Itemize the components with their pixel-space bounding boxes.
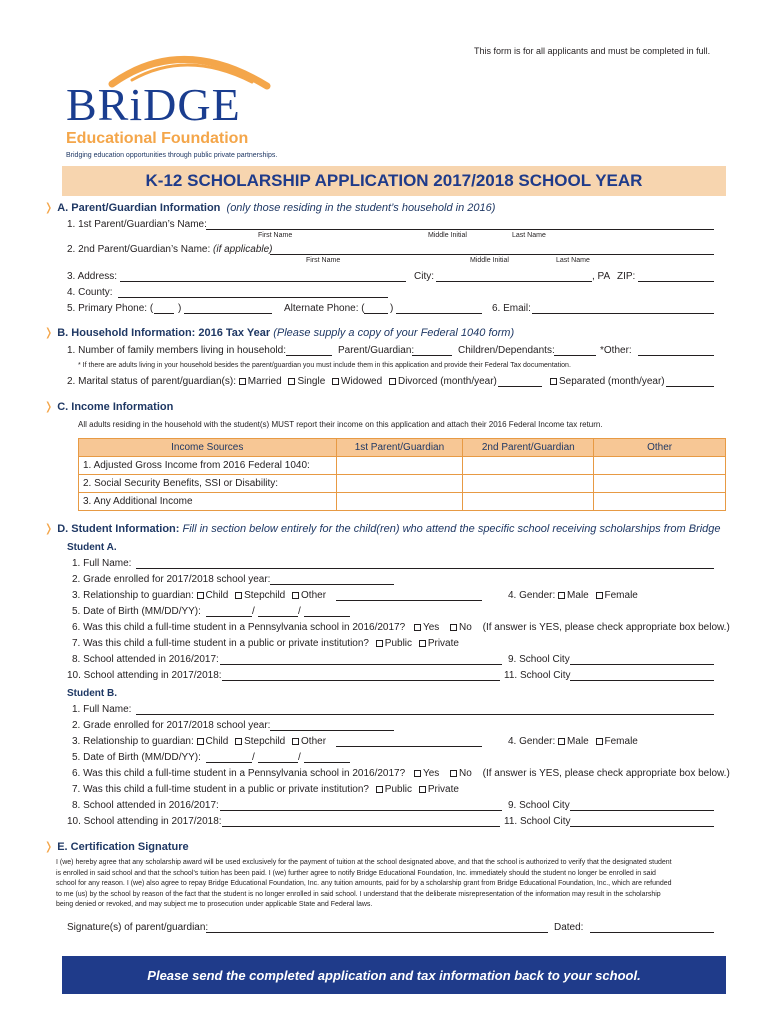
student-a-school-2017-field[interactable] [222,680,500,681]
student-a-dob-month-field[interactable] [206,616,252,617]
chevron-right-icon: ❭ [44,327,54,339]
address-label: 3. Address: [67,271,118,282]
student-b-school-2017-field[interactable] [222,826,500,827]
income-row-label: 2. Social Security Benefits, SSI or Disability: [79,475,337,493]
student-b-city-9-label: 9. School City [508,800,570,811]
student-b-other-relationship-field[interactable] [336,746,482,747]
income-cell[interactable] [594,475,726,493]
widowed-checkbox[interactable] [332,378,339,385]
single-checkbox[interactable] [288,378,295,385]
student-b-gender-row: 4. Gender: Male Female [508,736,638,747]
children-field[interactable] [554,355,596,356]
certification-text: I (we) hereby agree that any scholarship award will be used exclusively for the payment of tuition at the school designated above, and that the school is authorized to verify that the designated student is enrolled in said school and that the school’s tuition has been paid. I (we) further agree to notify Bridge Educational Foundation, Inc. immediately should the student no longer be enrolled in said school for any reason. I (we) also agree to repay Bridge Educational Foundation, Inc. any tuition amounts, paid for by a scholarship grant from Bridge Educational Foundation, Inc., which are refunded to me (us) by the school by reason of the fact that the student is no longer enrolled in said school. I understand that the deliberate misrepresentation of the information may result in the scholarship being denied or revoked, and may subject me to prosecution under applicable State and Federal laws. [56,859,672,908]
separated-checkbox[interactable] [550,378,557,385]
household-footnote: * If there are adults living in your household besides the parent/guardian you must include them in this application and provide their Federal Tax documentation. [78,362,571,369]
student-b-dob-month-field[interactable] [206,762,252,763]
footer-banner-text: Please send the completed application and tax information back to your school. [147,967,641,983]
income-table-header [79,439,726,457]
student-b-city-11-label: 11. School City [504,816,571,827]
county-field[interactable] [118,297,388,298]
student-a-institution-row: 7. Was this child a full-time student in a public or private institution? Public Private [72,638,459,649]
student-a-dob-label: 5. Date of Birth (MM/DD/YY): [72,606,201,617]
income-col-header: Income Sources [79,439,337,457]
male-checkbox[interactable] [558,738,565,745]
chevron-right-icon: ❭ [44,523,54,535]
dated-field[interactable] [590,932,714,933]
signature-label: Signature(s) of parent/guardian: [67,922,209,933]
chevron-right-icon: ❭ [44,202,54,214]
divorced-checkbox[interactable] [389,378,396,385]
zip-field[interactable] [638,281,714,282]
email-field[interactable] [532,313,714,314]
parent1-label: 1. 1st Parent/Guardian’s Name: [67,219,207,230]
income-cell[interactable] [463,475,594,493]
student-b-full-name-label: 1. Full Name: [72,704,132,715]
student-a-city-11-label: 11. School City [504,670,571,681]
members-field[interactable] [286,355,332,356]
logo-tagline: Bridging education opportunities through public private partnerships. [66,152,278,159]
middle-initial-caption-2: Middle Initial [470,257,509,264]
income-cell[interactable] [336,493,463,511]
section-a-heading: ❭ A. Parent/Guardian Information (only those residing in the student’s household in 2016) [44,202,496,214]
chevron-right-icon: ❭ [44,841,54,853]
married-checkbox[interactable] [239,378,246,385]
city-field[interactable] [436,281,592,282]
student-b-school-2017-label: 10. School attending in 2017/2018: [67,816,222,827]
female-checkbox[interactable] [596,738,603,745]
other-checkbox[interactable] [292,592,299,599]
yes-checkbox[interactable] [414,624,421,631]
logo-subtitle: Educational Foundation [66,130,249,147]
other-count-label: *Other: [600,345,632,356]
income-cell[interactable] [594,457,726,475]
student-b-relationship-row: 3. Relationship to guardian: Child Stepchild Other [72,736,327,747]
female-checkbox[interactable] [596,592,603,599]
primary-phone-label: 5. Primary Phone: ( [67,303,154,314]
address-field[interactable] [120,281,406,282]
student-a-full-name-field[interactable] [136,568,714,569]
student-b-grade-label: 2. Grade enrolled for 2017/2018 school year: [72,720,271,731]
other-count-field[interactable] [638,355,714,356]
dated-label: Dated: [554,922,584,933]
student-b-city-9-field[interactable] [570,810,714,811]
first-name-caption-2: First Name [306,257,341,264]
public-checkbox[interactable] [376,786,383,793]
pa-label: , PA [592,271,611,282]
separated-date-field[interactable] [666,386,714,387]
dob-slash: / [252,752,255,763]
child-checkbox[interactable] [197,592,204,599]
student-b-school-2016-label: 8. School attended in 2016/2017: [72,800,219,811]
last-name-caption-2: Last Name [556,257,590,264]
student-b-city-11-field[interactable] [570,826,714,827]
student-b-dob-label: 5. Date of Birth (MM/DD/YY): [72,752,201,763]
income-row-label: 3. Any Additional Income [79,493,337,511]
yes-checkbox[interactable] [414,770,421,777]
student-a-other-relationship-field[interactable] [336,600,482,601]
student-a-gender-row: 4. Gender: Male Female [508,590,638,601]
student-b-dob-year-field[interactable] [304,762,350,763]
student-a-grade-label: 2. Grade enrolled for 2017/2018 school year: [72,574,271,585]
alt-phone-field[interactable] [396,313,482,314]
table-row [79,457,726,475]
student-a-grade-field[interactable] [270,584,394,585]
parent1-name-field[interactable] [206,229,714,230]
income-cell[interactable] [336,475,463,493]
student-a-school-2016-field[interactable] [220,664,502,665]
student-a-dob-year-field[interactable] [304,616,350,617]
last-name-caption: Last Name [512,232,546,239]
alt-phone-label: Alternate Phone: ( [284,303,365,314]
male-checkbox[interactable] [558,592,565,599]
marital-status-row: 2. Marital status of parent/guardian(s): Married Single Widowed Divorced (month/year) [67,376,497,387]
student-b-fulltime-pa-row: 6. Was this child a full-time student in a Pennsylvania school in 2016/2017? Yes No (If answer is YES, please check appropriate box below.) [72,768,730,779]
stepchild-checkbox[interactable] [235,738,242,745]
form-notice: This form is for all applicants and must be completed in full. [474,46,711,56]
student-a-city-9-field[interactable] [570,664,714,665]
student-b-institution-row: 7. Was this child a full-time student in a public or private institution? Public Private [72,784,459,795]
income-table [78,438,726,511]
first-name-caption: First Name [258,232,293,239]
parent-guardian-count-label: Parent/Guardian: [338,345,415,356]
parent-guardian-count-field[interactable] [412,355,452,356]
income-cell[interactable] [463,457,594,475]
student-a-school-2017-label: 10. School attending in 2017/2018: [67,670,222,681]
other-checkbox[interactable] [292,738,299,745]
public-checkbox[interactable] [376,640,383,647]
student-a-dob-day-field[interactable] [258,616,298,617]
student-a-fulltime-pa-row: 6. Was this child a full-time student in a Pennsylvania school in 2016/2017? Yes No (If answer is YES, please check appropriate box below.) [72,622,730,633]
private-checkbox[interactable] [419,786,426,793]
income-cell[interactable] [463,493,594,511]
alt-phone-close: ) [390,303,394,314]
private-checkbox[interactable] [419,640,426,647]
student-a-city-9-label: 9. School City [508,654,570,665]
child-checkbox[interactable] [197,738,204,745]
student-b-school-2016-field[interactable] [220,810,502,811]
student-a-full-name-label: 1. Full Name: [72,558,132,569]
footer-banner [62,956,726,994]
student-a-school-2016-label: 8. School attended in 2016/2017: [72,654,219,665]
zip-label: ZIP: [617,271,636,282]
section-e-heading: ❭ E. Certification Signature [44,841,189,853]
email-label: 6. Email: [492,303,531,314]
chevron-right-icon: ❭ [44,401,54,413]
student-b-full-name-field[interactable] [136,714,714,715]
income-col-header: 2nd Parent/Guardian [463,439,594,457]
separated-option: Separated (month/year) [550,376,665,387]
section-c-heading: ❭ C. Income Information [44,401,174,413]
student-a-relationship-row: 3. Relationship to guardian: Child Stepchild Other [72,590,327,601]
parent2-name-field[interactable] [270,254,714,255]
signature-field[interactable] [206,932,548,933]
income-note: All adults residing in the household with the student(s) MUST report their income on this application and attach their 2016 Federal Income tax return. [78,420,603,429]
children-label: Children/Dependants: [458,345,555,356]
table-row [79,493,726,511]
bridge-logo [62,44,282,164]
income-cell[interactable] [594,493,726,511]
no-checkbox[interactable] [450,624,457,631]
student-b-title: Student B. [67,688,117,699]
dob-slash: / [252,606,255,617]
stepchild-checkbox[interactable] [235,592,242,599]
table-row [79,475,726,493]
dob-slash: / [298,606,301,617]
student-a-title: Student A. [67,542,117,553]
alt-phone-area-field[interactable] [364,313,388,314]
logo-name: BRiDGE [66,79,241,130]
student-b-grade-field[interactable] [270,730,394,731]
title-bar [62,166,726,196]
student-a-city-11-field[interactable] [570,680,714,681]
divorced-date-field[interactable] [498,386,542,387]
section-d-heading: ❭ D. Student Information: Fill in section below entirely for the child(ren) who attend the specific school receiving scholarships from Bridge [44,523,721,535]
city-label: City: [414,271,434,282]
county-label: 4. County: [67,287,113,298]
parent2-label: 2. 2nd Parent/Guardian’s Name: (if applicable) [67,244,273,255]
primary-phone-close: ) [178,303,182,314]
primary-phone-field[interactable] [184,313,272,314]
income-cell[interactable] [336,457,463,475]
income-col-header: Other [594,439,726,457]
income-row-label: 1. Adjusted Gross Income from 2016 Federal 1040: [79,457,337,475]
dob-slash: / [298,752,301,763]
section-b-heading: ❭ B. Household Information: 2016 Tax Year (Please supply a copy of your Federal 1040 form) [44,327,515,339]
middle-initial-caption: Middle Initial [428,232,467,239]
no-checkbox[interactable] [450,770,457,777]
page-title: K-12 SCHOLARSHIP APPLICATION 2017/2018 SCHOOL YEAR [145,171,643,190]
student-b-dob-day-field[interactable] [258,762,298,763]
members-label: 1. Number of family members living in household: [67,345,286,356]
primary-phone-area-field[interactable] [154,313,174,314]
income-col-header: 1st Parent/Guardian [336,439,463,457]
